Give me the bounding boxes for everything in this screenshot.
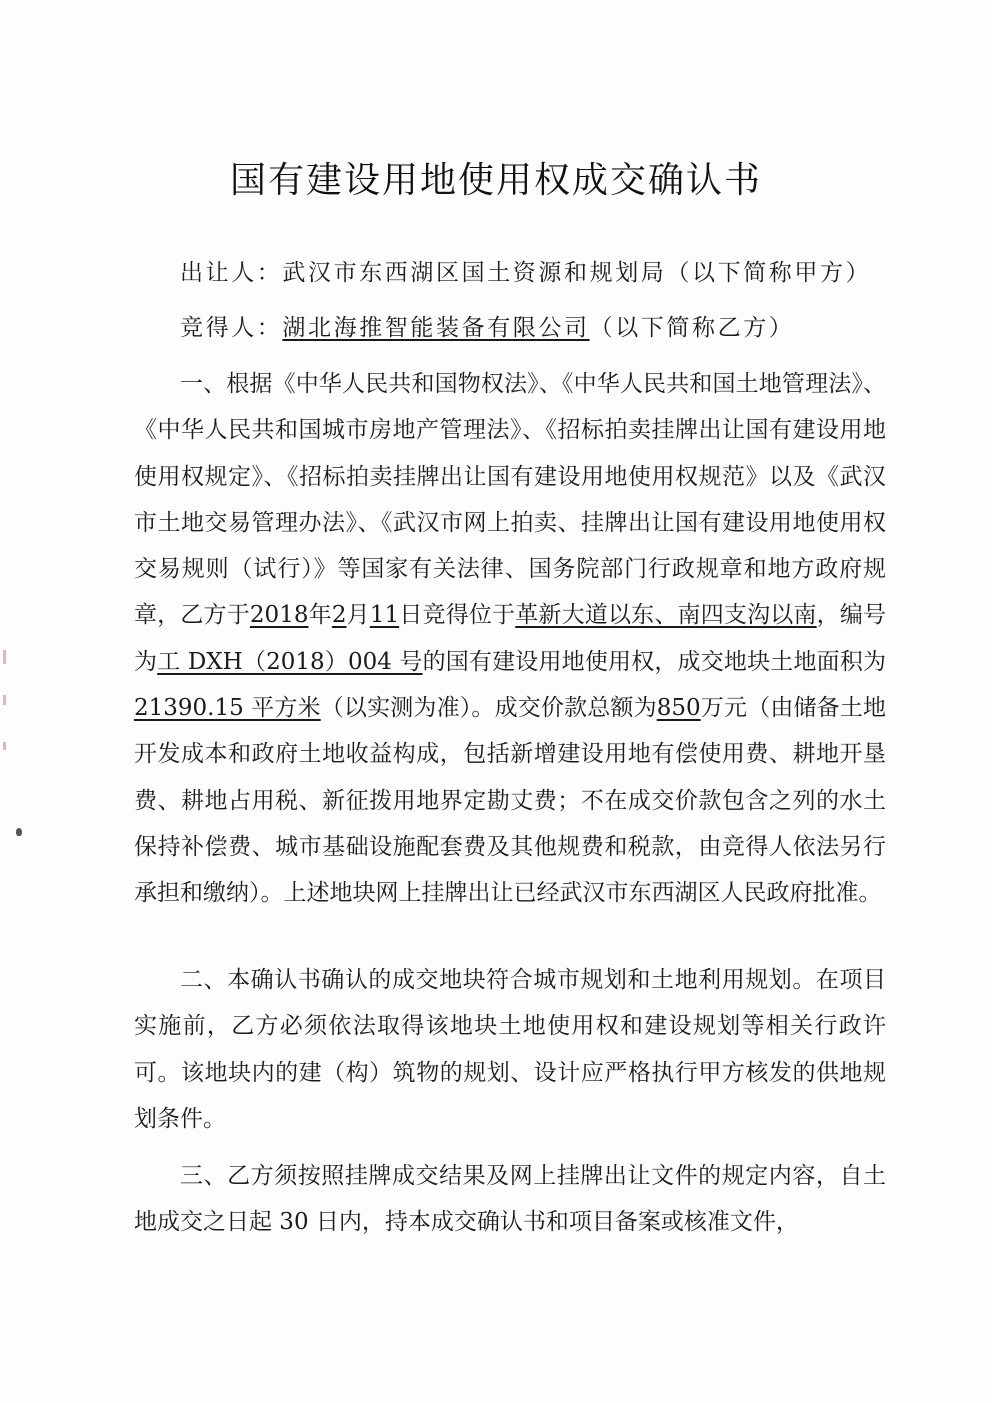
bidder-line	[180, 309, 794, 342]
paragraph-3	[134, 1153, 886, 1246]
parcel-area: 21390.15 平方米	[134, 695, 321, 722]
bid-day: 11	[369, 602, 400, 629]
paragraph-1	[134, 361, 886, 917]
document-title: 国有建设用地使用权成交确认书	[229, 160, 762, 201]
para2-text: 二、本确认书确认的成交地块符合城市规划和土地利用规划。在项目实施前，乙方必须依法取得该地块土地使用权和建设规划等相关行政许可。该地块内的建（构）筑物的规划、设计应严格执行甲方核发的供地规划条件。	[134, 967, 886, 1132]
transferor-value: 武汉市东西湖区国土资源和规划局（以下简称甲方）	[282, 260, 872, 286]
transferor-line	[180, 254, 871, 287]
para1-text: 万元（由储备土地开发成本和政府土地收益构成，包括新增建设用地有偿使用费、耕地开垦费、耕地占用税、新征拨用地界定勘丈费；不在成交价款包含之列的水土保持补偿费、城市基础设施配套费及其他规费和税款，由竞得人依法另行承担和缴纳）。上述地块网上挂牌出让已经武汉市东西湖区人民政府批准。	[134, 695, 887, 907]
para3-text: 三、乙方须按照挂牌成交结果及网上挂牌出让文件的规定内容，自土地成交之日起 30 日内，持本成交确认书和项目备案或核准文件，	[134, 1163, 886, 1236]
paragraph-2	[134, 957, 886, 1142]
transferor-label: 出让人：	[180, 260, 283, 286]
bidder-name: 湖北海推智能装备有限公司	[282, 315, 590, 341]
para1-text: ，编号为	[134, 602, 887, 675]
para1-text: 的国有建设用地使用权，成交地块土地面积为	[422, 648, 886, 675]
parcel-location: 革新大道以东、南四支沟以南	[515, 602, 817, 629]
transaction-price: 850	[656, 695, 701, 722]
bid-month: 2	[331, 602, 347, 629]
margin-mark	[3, 742, 6, 750]
parcel-number: 工 DXH（2018）004 号	[157, 648, 423, 675]
para1-text: 月	[346, 602, 370, 629]
bidder-suffix: （以下简称乙方）	[589, 315, 795, 341]
para1-text: 一、根据《中华人民共和国物权法》、《中华人民共和国土地管理法》、《中华人民共和国城市房地产管理法》、《招标拍卖挂牌出让国有建设用地使用权规定》、《招标拍卖挂牌出让国有建设用地使用权规范》以及《武汉市土地交易管理办法》、《武汉市网上拍卖、挂牌出让国有建设用地使用权交易规则（试行）》等国家有关法律、国务院部门行政规章和地方政府规章，乙方于	[134, 371, 886, 629]
scan-speck	[16, 828, 22, 836]
bid-year: 2018	[249, 602, 309, 629]
para1-text: 日竞得位于	[399, 602, 516, 629]
margin-mark	[3, 695, 6, 705]
bidder-label: 竞得人：	[180, 315, 283, 341]
margin-mark	[3, 650, 6, 664]
para1-text: 年	[308, 602, 332, 629]
para1-text: （以实测为准）。成交价款总额为	[320, 695, 657, 722]
